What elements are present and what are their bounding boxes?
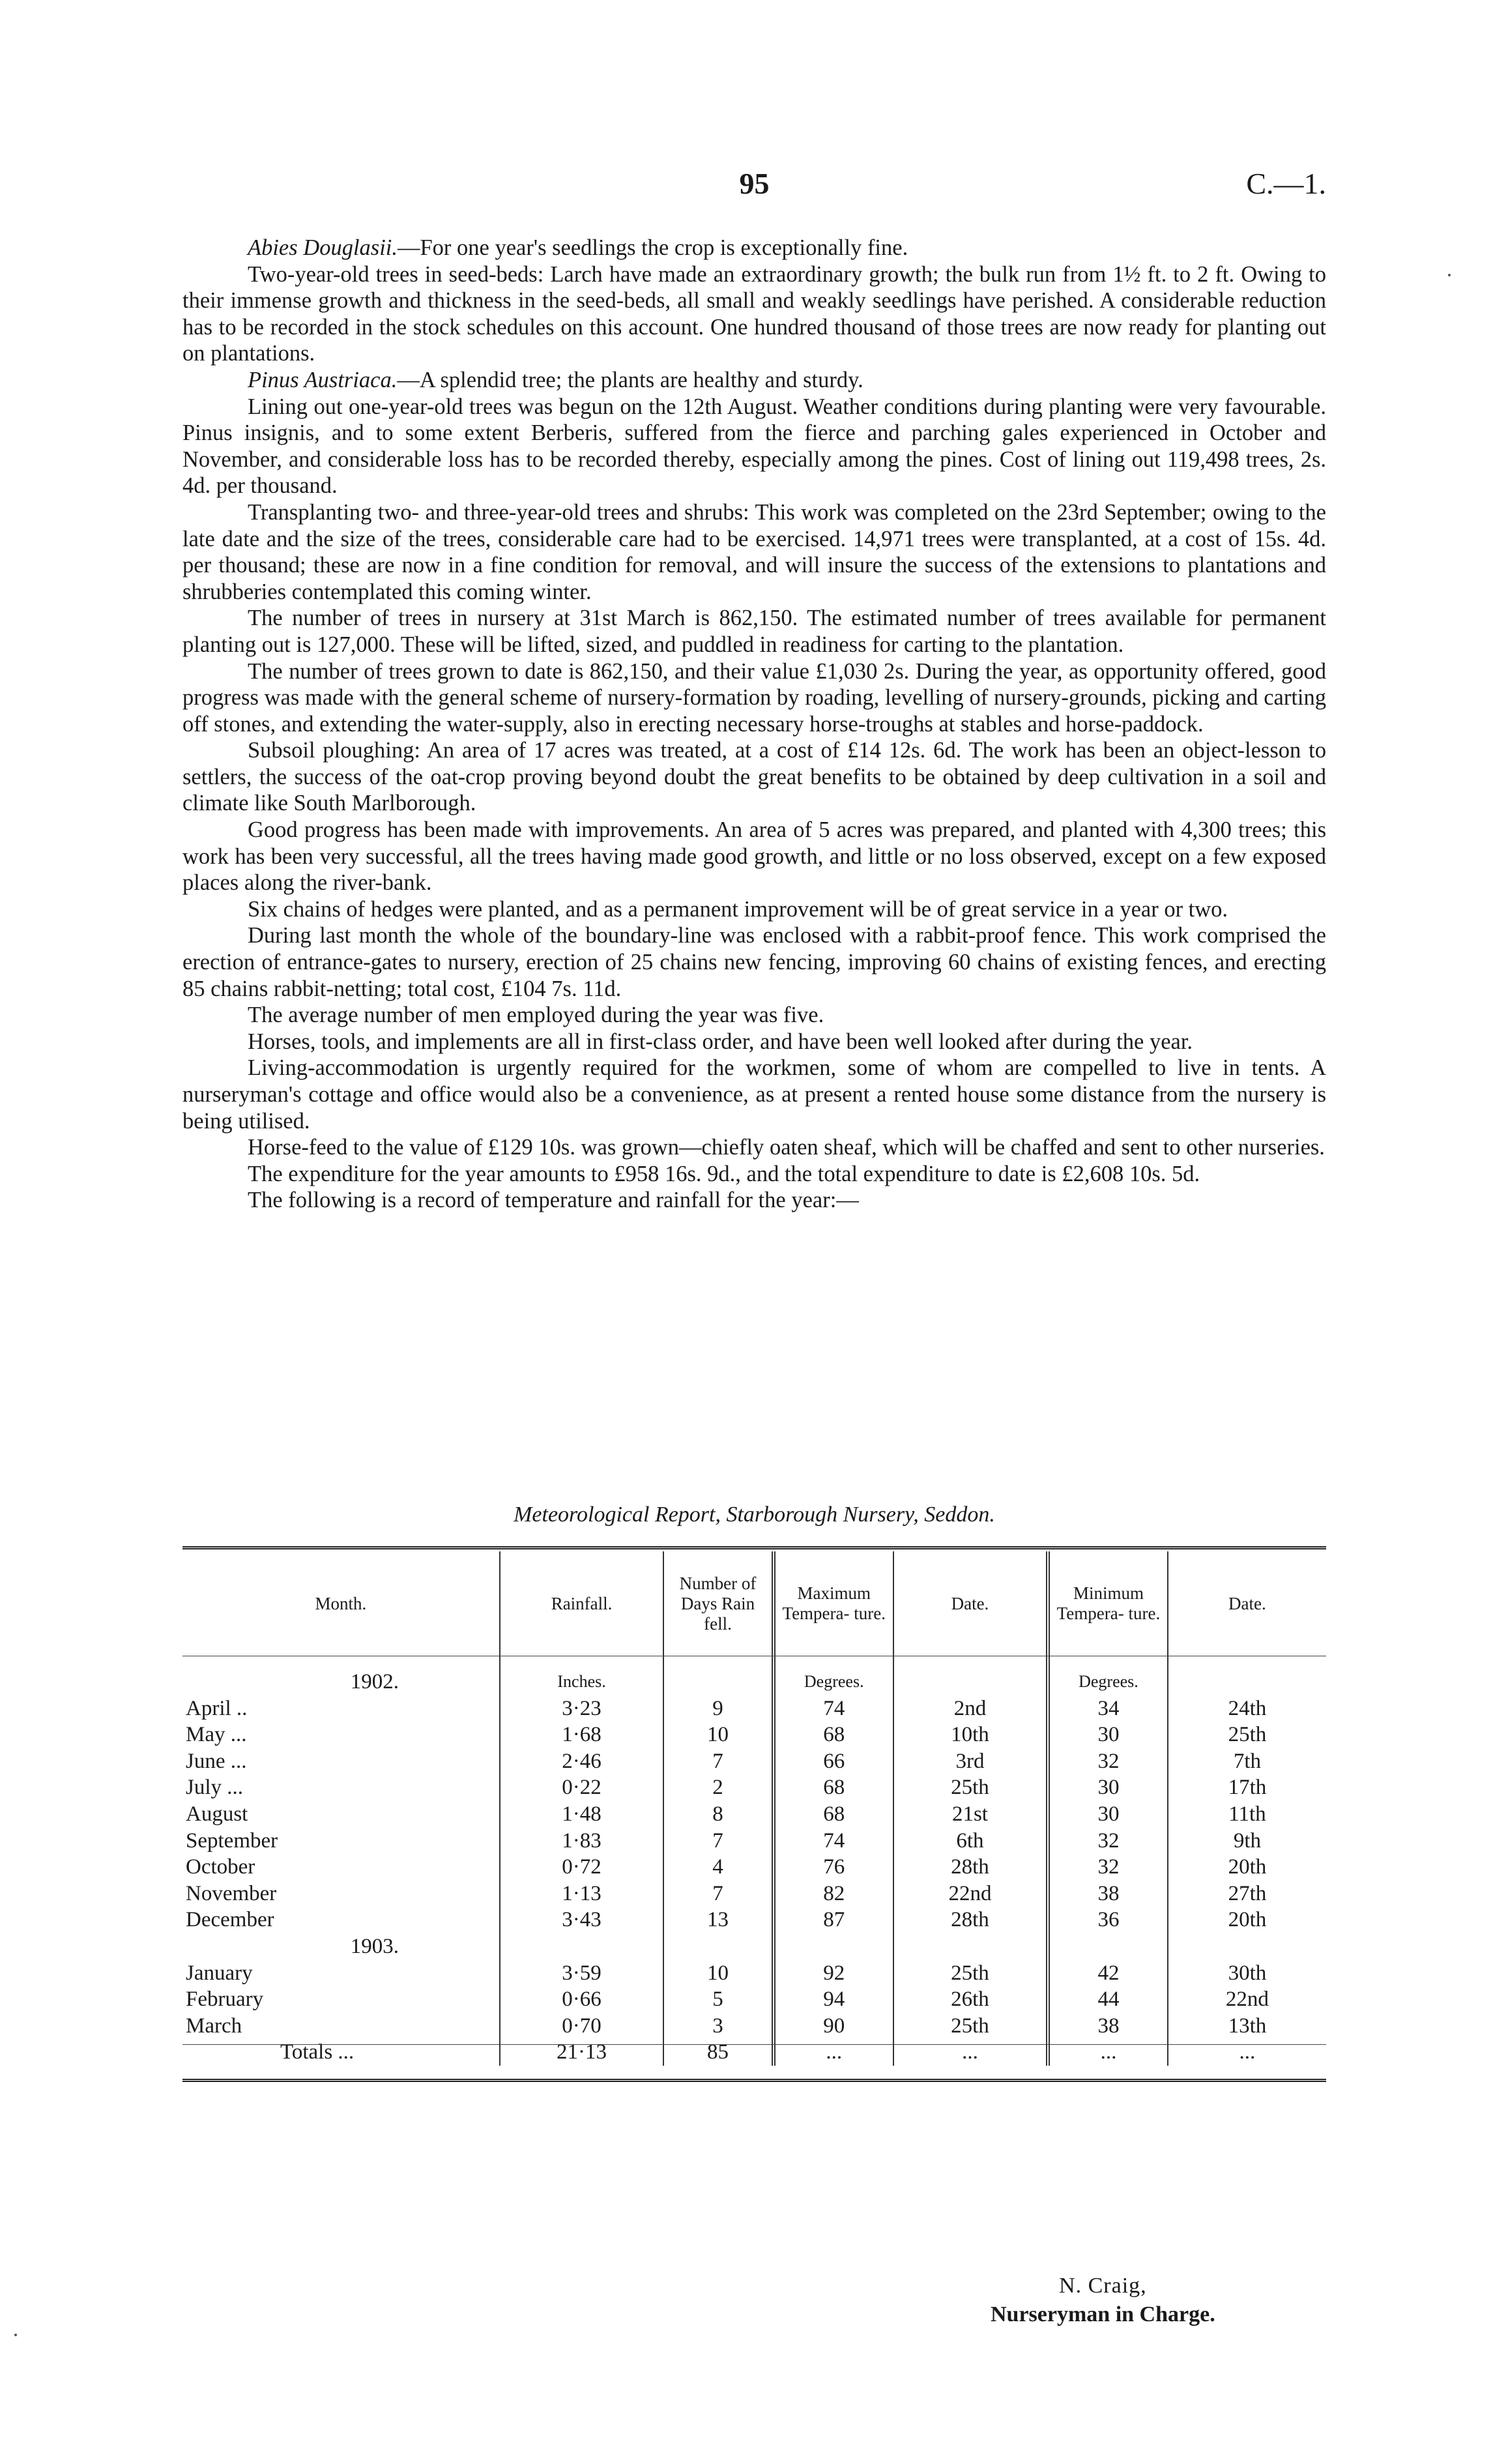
- cell-month: [182, 1801, 500, 1828]
- cell-min-temp: 30: [1048, 1722, 1168, 1748]
- cell-min-temp: 38: [1048, 2013, 1168, 2040]
- cell-max-temp: 94: [774, 1986, 893, 2013]
- units-row: [182, 1656, 1326, 1695]
- table-row: [182, 1828, 1326, 1855]
- cell-min-temp: 38: [1048, 1881, 1168, 1907]
- cell-max-date: 28th: [893, 1854, 1048, 1881]
- cell-days: 7: [663, 1748, 773, 1775]
- cell-days: 7: [663, 1828, 773, 1855]
- paragraph-text: Horses, tools, and implements are all in first-class order, and have been well looked after during the year.: [248, 1029, 1193, 1054]
- month-name: May ...: [186, 1723, 247, 1747]
- paragraph-lead: Pinus Austriaca.: [248, 367, 398, 392]
- month-name: June ...: [186, 1749, 247, 1773]
- month-name: April ..: [186, 1696, 248, 1720]
- unit-days: [663, 1656, 773, 1695]
- cell-rainfall: [500, 1933, 664, 1960]
- cell-days: 10: [663, 1960, 773, 1987]
- paragraph-5: [182, 499, 1326, 605]
- cell-days: 3: [663, 2013, 773, 2040]
- cell-min-date: 25th: [1168, 1722, 1326, 1748]
- unit-min-date: [1168, 1656, 1326, 1695]
- month-name: December: [186, 1908, 274, 1932]
- month-name: February: [186, 1987, 264, 2012]
- cell-min-date: 30th: [1168, 1960, 1326, 1987]
- signatory-name: N. Craig,: [1059, 2274, 1147, 2298]
- cell-max-date: 25th: [893, 1960, 1048, 1987]
- header-min-temp: Minimum Tempera- ture.: [1048, 1551, 1168, 1656]
- cell-days: 13: [663, 1907, 773, 1933]
- table-row: [182, 1774, 1326, 1801]
- table-header-row: [182, 1551, 1326, 1656]
- cell-max-date: 10th: [893, 1722, 1048, 1748]
- paragraph-2: [182, 261, 1326, 367]
- cell-max-temp: 76: [774, 1854, 893, 1881]
- cell-min-temp: 34: [1048, 1695, 1168, 1722]
- cell-max-temp: 66: [774, 1748, 893, 1775]
- total-min-date: ...: [1168, 2039, 1326, 2066]
- paragraph-text: Two-year-old trees in seed-beds: Larch have made an extraordinary growth; the bulk run from 1½ ft. to 2 ft. Owing to their immense growth and thickness in the seed-beds, all small and weakly seedlings have perished. A considerable reduction has to be recorded in the stock schedules on this account. One hundred thousand of those trees are now ready for planting out on plantations.: [182, 261, 1326, 366]
- month-name: October: [186, 1855, 255, 1879]
- month-name: July ...: [186, 1776, 244, 1800]
- cell-rainfall: 0·66: [500, 1986, 664, 2013]
- table-row: [182, 1748, 1326, 1775]
- cell-max-date: 25th: [893, 2013, 1048, 2040]
- cell-min-temp: 44: [1048, 1986, 1168, 2013]
- paragraph-11: [182, 922, 1326, 1002]
- table-row: [182, 1986, 1326, 2013]
- cell-max-date: [893, 1933, 1048, 1960]
- table-row: [182, 1722, 1326, 1748]
- paragraph-text: Living-accommodation is urgently required for the workmen, some of whom are compelled to live in tents. A nurseryman's cottage and office would also be a convenience, as at present a rented house some distance from the nursery is being utilised.: [182, 1055, 1326, 1134]
- cell-min-date: 24th: [1168, 1695, 1326, 1722]
- paragraph-17: [182, 1187, 1326, 1214]
- paragraph-7: [182, 658, 1326, 738]
- unit-max-temp: Degrees.: [774, 1656, 893, 1695]
- month-name: September: [186, 1828, 278, 1853]
- paragraph-text: Good progress has been made with improvements. An area of 5 acres was prepared, and planted with 4,300 trees; this work has been very successful, all the trees having made good growth, and little or no loss observed, except on a few exposed places along the river-bank.: [182, 817, 1326, 896]
- header-month: Month.: [315, 1593, 367, 1613]
- cell-max-temp: 68: [774, 1801, 893, 1828]
- cell-rainfall: 0·72: [500, 1854, 664, 1881]
- paragraph-9: [182, 817, 1326, 896]
- totals-top-rule: [182, 2044, 1326, 2045]
- paragraph-text: During last month the whole of the boundary-line was enclosed with a rabbit-proof fence. This work comprised the erection of entrance-gates to nursery, erection of 25 chains new fencing, improving 60 chains of existing fences, and erecting 85 chains rabbit-netting; total cost, £104 7s. 11d.: [182, 923, 1326, 1001]
- cell-min-date: 20th: [1168, 1854, 1326, 1881]
- table-bottom-rule: [182, 2079, 1326, 2082]
- paragraph-14: [182, 1055, 1326, 1134]
- cell-month: [182, 1986, 500, 2013]
- table-row: [182, 1854, 1326, 1881]
- cell-month: [182, 1722, 500, 1748]
- month-name: August: [186, 1802, 248, 1826]
- year-label-1902: 1902.: [350, 1670, 399, 1694]
- cell-rainfall: 1·48: [500, 1801, 664, 1828]
- table-row: [182, 1960, 1326, 1987]
- paragraph-4: [182, 394, 1326, 499]
- cell-max-date: 28th: [893, 1907, 1048, 1933]
- month-name: January: [186, 1961, 253, 1985]
- cell-min-date: 7th: [1168, 1748, 1326, 1775]
- paragraph-12: [182, 1002, 1326, 1029]
- cell-days: 7: [663, 1881, 773, 1907]
- paragraph-text: The number of trees grown to date is 862,150, and their value £1,030 2s. During the year, as opportunity offered, good progress was made with the general scheme of nursery-formation by roading, levelling of nursery-grounds, picking and carting off stones, and extending the water-supply, also in erecting necessary horse-troughs at stables and horse-paddock.: [182, 658, 1326, 737]
- table-row: [182, 1695, 1326, 1722]
- cell-min-date: 9th: [1168, 1828, 1326, 1855]
- cell-max-date: 26th: [893, 1986, 1048, 2013]
- header-min-date: Date.: [1168, 1551, 1326, 1656]
- cell-max-temp: 74: [774, 1828, 893, 1855]
- signatory-title: Nurseryman in Charge.: [991, 2302, 1215, 2326]
- cell-days: [663, 1933, 773, 1960]
- paragraph-text: Subsoil ploughing: An area of 17 acres was treated, at a cost of £14 12s. 6d. The work has been an object-lesson to settlers, the success of the oat-crop proving beyond doubt the great benefits to be obtained by deep cultivation in a soil and climate like South Marlborough.: [182, 738, 1326, 816]
- cell-max-temp: [774, 1933, 893, 1960]
- month-name: November: [186, 1881, 277, 1905]
- unit-rainfall: Inches.: [500, 1656, 664, 1695]
- cell-min-temp: 42: [1048, 1960, 1168, 1987]
- unit-max-date: [893, 1656, 1048, 1695]
- total-min-temp: ...: [1048, 2039, 1168, 2066]
- total-max-date: ...: [893, 2039, 1048, 2066]
- cell-min-temp: 36: [1048, 1907, 1168, 1933]
- page-header: [182, 166, 1326, 205]
- signature-block: [991, 2272, 1215, 2329]
- cell-min-date: 17th: [1168, 1774, 1326, 1801]
- cell-min-date: 22nd: [1168, 1986, 1326, 2013]
- cell-rainfall: 0·22: [500, 1774, 664, 1801]
- cell-max-temp: 92: [774, 1960, 893, 1987]
- scan-speck: [1448, 274, 1451, 276]
- header-rainfall: Rainfall.: [500, 1551, 664, 1656]
- table-row: [182, 1907, 1326, 1933]
- cell-days: 8: [663, 1801, 773, 1828]
- cell-max-date: 2nd: [893, 1695, 1048, 1722]
- table-row: [182, 1801, 1326, 1828]
- cell-max-temp: 74: [774, 1695, 893, 1722]
- cell-min-temp: 30: [1048, 1774, 1168, 1801]
- scan-speck: [14, 2334, 17, 2336]
- cell-rainfall: 1·68: [500, 1722, 664, 1748]
- total-rainfall: 21·13: [500, 2039, 664, 2066]
- cell-min-date: 27th: [1168, 1881, 1326, 1907]
- cell-max-date: 22nd: [893, 1881, 1048, 1907]
- table-row: [182, 2013, 1326, 2040]
- paragraph-6: [182, 605, 1326, 658]
- cell-month: [182, 1960, 500, 1987]
- cell-max-temp: 82: [774, 1881, 893, 1907]
- table-top-rule: [182, 1546, 1326, 1549]
- cell-month: [182, 1907, 500, 1933]
- paragraph-text: Six chains of hedges were planted, and as a permanent improvement will be of great service in a year or two.: [248, 896, 1228, 922]
- paragraph-text: The following is a record of temperature and rainfall for the year:—: [248, 1188, 859, 1213]
- unit-min-temp: Degrees.: [1048, 1656, 1168, 1695]
- cell-min-temp: 32: [1048, 1748, 1168, 1775]
- cell-max-temp: 68: [774, 1774, 893, 1801]
- cell-month: [182, 1774, 500, 1801]
- cell-days: 9: [663, 1695, 773, 1722]
- paragraph-text: The number of trees in nursery at 31st March is 862,150. The estimated number of trees available for permanent planting out is 127,000. These will be lifted, sized, and puddled in readiness for carting to the plantation.: [182, 606, 1326, 657]
- cell-max-temp: 87: [774, 1907, 893, 1933]
- cell-rainfall: 1·83: [500, 1828, 664, 1855]
- paragraph-15: [182, 1134, 1326, 1161]
- paragraph-10: [182, 896, 1326, 923]
- year-row-1903: [182, 1933, 1326, 1960]
- page-number: 95: [739, 167, 770, 200]
- cell-min-temp: [1048, 1933, 1168, 1960]
- paragraph-8: [182, 737, 1326, 817]
- paragraph-text: The average number of men employed during the year was five.: [248, 1003, 824, 1028]
- cell-rainfall: 1·13: [500, 1881, 664, 1907]
- cell-min-date: 11th: [1168, 1801, 1326, 1828]
- month-name: March: [186, 2014, 242, 2038]
- cell-rainfall: 0·70: [500, 2013, 664, 2040]
- cell-rainfall: 3·23: [500, 1695, 664, 1722]
- header-days: Number of Days Rain fell.: [663, 1551, 773, 1656]
- cell-max-date: 21st: [893, 1801, 1048, 1828]
- cell-min-temp: 32: [1048, 1828, 1168, 1855]
- cell-max-date: 6th: [893, 1828, 1048, 1855]
- cell-month: [182, 2013, 500, 2040]
- cell-days: 4: [663, 1854, 773, 1881]
- header-max-date: Date.: [893, 1551, 1048, 1656]
- totals-row: [182, 2039, 1326, 2066]
- paragraph-16: [182, 1161, 1326, 1188]
- cell-max-date: 3rd: [893, 1748, 1048, 1775]
- table-body: [182, 1656, 1326, 2066]
- cell-min-date: 20th: [1168, 1907, 1326, 1933]
- cell-rainfall: 2·46: [500, 1748, 664, 1775]
- meteorological-table: [182, 1551, 1326, 2066]
- header-max-temp: Maximum Tempera- ture.: [774, 1551, 893, 1656]
- paragraph-1: [182, 235, 1326, 261]
- cell-max-date: 25th: [893, 1774, 1048, 1801]
- totals-label: Totals ...: [280, 2040, 355, 2064]
- year-label-1903: 1903.: [350, 1934, 399, 1958]
- cell-rainfall: 3·59: [500, 1960, 664, 1987]
- paragraph-text: Lining out one-year-old trees was begun on the 12th August. Weather conditions during planting were very favourable. Pinus insignis, and to some extent Berberis, suffered from the fierce and parching gales experienced in October and November, and considerable loss has to be recorded thereby, especially among the pines. Cost of lining out 119,498 trees, 2s. 4d. per thousand.: [182, 394, 1326, 499]
- cell-rainfall: 3·43: [500, 1907, 664, 1933]
- cell-month: [182, 1695, 500, 1722]
- cell-min-temp: 30: [1048, 1801, 1168, 1828]
- cell-month: [182, 1748, 500, 1775]
- series-reference: C.—1.: [1246, 167, 1326, 200]
- paragraph-text: Transplanting two- and three-year-old trees and shrubs: This work was completed on the 23rd September; owing to the late date and the size of the trees, considerable care had to be exercised. 14,971 trees were transplanted, at a cost of 15s. 4d. per thousand; these are now in a fine condition for removal, and will insure the success of the extensions to plantations and shrubberies contemplated this coming winter.: [182, 499, 1326, 604]
- cell-days: 10: [663, 1722, 773, 1748]
- cell-max-temp: 90: [774, 2013, 893, 2040]
- paragraph-text: —A splendid tree; the plants are healthy and sturdy.: [397, 367, 863, 392]
- paragraph-text: —For one year's seedlings the crop is exceptionally fine.: [398, 235, 908, 260]
- total-days: 85: [663, 2039, 773, 2066]
- paragraph-lead: Abies Douglasii.: [248, 235, 398, 260]
- cell-month: [182, 1881, 500, 1907]
- cell-max-temp: 68: [774, 1722, 893, 1748]
- cell-days: 5: [663, 1986, 773, 2013]
- paragraph-3: [182, 367, 1326, 394]
- report-body: [182, 235, 1326, 1214]
- cell-days: 2: [663, 1774, 773, 1801]
- paragraph-text: The expenditure for the year amounts to £958 16s. 9d., and the total expenditure to date is £2,608 10s. 5d.: [248, 1161, 1200, 1186]
- table-row: [182, 1881, 1326, 1907]
- cell-min-temp: 32: [1048, 1854, 1168, 1881]
- table-title: Meteorological Report, Starborough Nursery, Seddon.: [514, 1503, 995, 1527]
- cell-month: [182, 1854, 500, 1881]
- paragraph-text: Horse-feed to the value of £129 10s. was grown—chiefly oaten sheaf, which will be chaffed and sent to other nurseries.: [248, 1135, 1325, 1160]
- cell-month: [182, 1828, 500, 1855]
- total-max-temp: ...: [774, 2039, 893, 2066]
- paragraph-13: [182, 1029, 1326, 1055]
- cell-min-date: [1168, 1933, 1326, 1960]
- cell-min-date: 13th: [1168, 2013, 1326, 2040]
